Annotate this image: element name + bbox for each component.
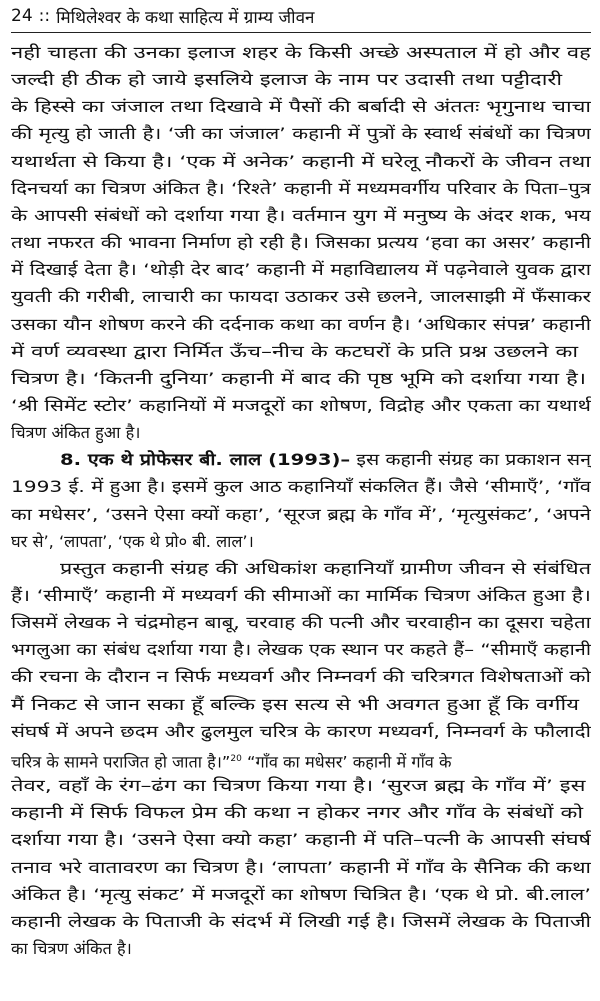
text-line (11, 393, 591, 419)
text-line (11, 909, 591, 935)
line-text: नही चाहता की उनका इलाज शहर के किसी अच्छे अस्पताल में हो और वह (11, 43, 591, 62)
text-line (11, 474, 591, 500)
text-line-content (11, 773, 585, 799)
line-text: जल्दी ही ठीक हो जाये इसलिये इलाज के नाम पर उदासी तथा पट्टीदारी (11, 70, 563, 90)
text-line (11, 230, 591, 256)
line-text: घर से’, ‘लापता’, ‘एक थे प्रो० बी. लाल’। (11, 531, 254, 551)
text-line (11, 366, 591, 392)
line-text: तेवर, वहाँ के रंग–ढंग का चित्रण किया गया है। ‘सुरज ब्रह्म के गाँव में’ इस (11, 776, 586, 796)
text-line-content (11, 67, 562, 93)
text-line (11, 40, 591, 66)
line-text: में वर्ण व्यवस्था द्वारा निर्मित ऊँच–नीच के कटघरों के प्रति प्रश्न उछलने का (11, 341, 579, 361)
text-line (11, 855, 591, 881)
text-line-content (11, 474, 591, 500)
text-line (11, 882, 591, 908)
text-line (11, 284, 591, 310)
text-line-content (11, 719, 591, 745)
text-line-content (11, 393, 591, 419)
text-line (11, 746, 591, 772)
text-line-content (11, 339, 578, 365)
text-line-content (11, 800, 583, 826)
text-line (11, 773, 591, 799)
text-line-content (11, 230, 591, 256)
line-text: “गाँव का मधेसर’ कहानी में गाँव के (241, 752, 452, 772)
text-line (11, 502, 591, 528)
text-line (11, 149, 591, 175)
text-line (11, 203, 591, 229)
text-line-content (11, 203, 591, 229)
text-line (11, 121, 591, 147)
line-text: की मृत्यु हो जाती है। ‘जी का जंजाल’ कहानी में पुत्रों के स्वार्थ संबंधों का चित्रण (11, 124, 591, 144)
line-text: मैं निकट से जान सका हूँ बल्कि इस सत्य से भी अवगत हुआ हूँ कि वर्गीय (11, 694, 579, 714)
text-line-content (11, 610, 591, 636)
text-line-content (11, 583, 591, 609)
text-line-content (11, 664, 591, 690)
line-text: के आपसी संबंधों को दर्शाया गया है। वर्तमान युग में मनुष्य के अंदर शक, भय (11, 205, 591, 225)
text-line-content (11, 40, 591, 66)
text-line (11, 800, 591, 826)
text-line (11, 719, 591, 745)
text-line (11, 339, 591, 365)
text-line-content (11, 882, 591, 908)
text-line (11, 94, 591, 120)
line-text: दिनचर्या का चित्रण अंकित है। ‘रिश्ते’ कहानी में मध्यमवर्गीय परिवार के पिता–पुत्र (11, 178, 591, 198)
text-line-content (11, 936, 132, 962)
text-line-content (11, 121, 591, 147)
text-line-content (60, 447, 591, 473)
line-text: कहानी में सिर्फ विफल प्रेम की कथा न होकर नगर और गाँव के संबंधों को (11, 803, 584, 823)
line-text: तनाव भरे वातावरण का चित्रण है। ‘लापता’ कहानी में गाँव के सैनिक की कथा (11, 857, 591, 877)
text-line-content (11, 827, 591, 853)
text-line-content (11, 149, 591, 175)
text-line-content (11, 366, 586, 392)
line-text: यथार्थता से किया है। ‘एक में अनेक’ कहानी में घरेलू नौकरों के जीवन तथा (11, 151, 591, 171)
text-line (11, 664, 591, 690)
text-line-content (11, 502, 591, 528)
line-text: दर्शाया गया है। ‘उसने ऐसा क्यो कहा’ कहानी में पति–पत्नी के आपसी संघर्ष (11, 830, 591, 850)
line-text: 1993 ई. में हुआ है। इसमें कुल आठ कहानियाँ संकलित हैं। जैसे ‘सीमाएँ’, ‘गाँव (11, 477, 591, 497)
page-number: 24 (11, 6, 33, 26)
text-line (11, 312, 591, 338)
text-line-content (11, 257, 591, 283)
line-text: चित्रण है। ‘कितनी दुनिया’ कहानी में बाद की पृष्ठ भूमि को दर्शाया गया है। (11, 368, 587, 388)
text-line (11, 529, 591, 555)
section-heading: 8. एक थे प्रोफेसर बी. लाल (1993)– (60, 450, 351, 470)
text-line-content (11, 312, 591, 338)
line-text: हैं। ‘सीमाएँ’ कहानी में मध्यवर्ग की सीमाओं का मार्मिक चित्रण अंकित हुआ है। (11, 586, 591, 605)
line-text: उसका यौन शोषण करने की दर्दनाक कथा का वर्णन है। ‘अधिकार संपन्न’ कहानी (11, 314, 591, 334)
text-line (11, 637, 591, 663)
line-text: भगलुआ का संबंध दर्शाया गया है। लेखक एक स्थान पर कहते हैं– “सीमाएँ कहानी (11, 640, 591, 660)
text-line (11, 176, 591, 202)
text-line-content (60, 556, 591, 582)
text-line (11, 67, 591, 93)
text-line-content (11, 176, 591, 202)
line-text: की रचना के दौरान न सिर्फ मध्यवर्ग और निम्नवर्ग की चरित्रगत विशेषताओं को (11, 667, 591, 687)
text-line (11, 420, 591, 446)
text-line (11, 936, 591, 962)
text-line-content (11, 420, 140, 446)
running-title: मिथिलेश्वर के कथा साहित्य में ग्राम्य जीवन (56, 7, 315, 28)
line-text: चित्रण अंकित हुआ है। (11, 423, 141, 443)
text-line-content (11, 637, 591, 663)
text-line (11, 610, 591, 636)
text-line (11, 827, 591, 853)
header-separator: :: (38, 6, 51, 26)
line-text: चरित्र के सामने पराजित हो जाता है।” (11, 752, 231, 772)
line-text: संघर्ष में अपने छदम और ढुलमुल चरित्र के कारण मध्यवर्ग, निम्नवर्ग के फौलादी (11, 721, 591, 741)
text-line (11, 257, 591, 283)
text-line (11, 692, 591, 718)
text-line-content (11, 284, 591, 310)
line-text: का चित्रण अंकित है। (11, 938, 132, 958)
text-line-content (11, 855, 591, 881)
text-line-content (11, 909, 591, 935)
line-text: अंकित है। ‘मृत्यु संकट’ में मजदूरों का शोषण चित्रित है। ‘एक थे प्रो. बी.लाल’ (11, 884, 591, 904)
line-text: तथा नफरत की भावना निर्माण हो रही है। जिसका प्रत्यय ‘हवा का असर’ कहानी (11, 233, 591, 253)
text-line (60, 556, 591, 582)
running-header (11, 2, 591, 30)
line-text: ‘श्री सिमेंट स्टोर’ कहानियों में मजदूरों का शोषण, विद्रोह और एकता का यथार्थ (11, 395, 591, 415)
line-text: का मधेसर’, ‘उसने ऐसा क्यों कहा’, ‘सूरज ब्रह्म के गाँव में’, ‘मृत्युसंकट’, ‘अपने (11, 504, 591, 524)
text-line-content (11, 692, 579, 718)
line-text: प्रस्तुत कहानी संग्रह की अधिकांश कहानियाँ ग्रामीण जीवन से संबंधित (60, 558, 591, 578)
text-line (60, 447, 591, 473)
line-text: कहानी लेखक के पिताजी के संदर्भ में लिखी गई है। जिसमें लेखक के पिताजी (11, 911, 591, 931)
text-line-content (11, 529, 254, 555)
line-text: जिसमें लेखक ने चंद्रमोहन बाबू, चरवाह की पत्नी और चरवाहीन का दूसरा चहेता (11, 613, 591, 633)
text-line-content (11, 94, 591, 120)
footnote-marker: 20 (230, 753, 242, 764)
header-rule (11, 32, 591, 33)
line-text: इस कहानी संग्रह का प्रकाशन सन् (350, 450, 591, 470)
text-line-content (11, 746, 452, 772)
line-text: के हिस्से का जंजाल तथा दिखावे में पैसों की बर्बादी से अंततः भृगुनाथ चाचा (11, 97, 591, 117)
text-line (11, 583, 591, 609)
line-text: में दिखाई देता है। ‘थोड़ी देर बाद’ कहानी में महाविद्यालय में पढ़नेवाले युवक द्वारा (11, 260, 591, 280)
line-text: युवती की गरीबी, लाचारी का फायदा उठाकर उसे छलने, जालसाझी में फँसाकर (11, 287, 591, 307)
